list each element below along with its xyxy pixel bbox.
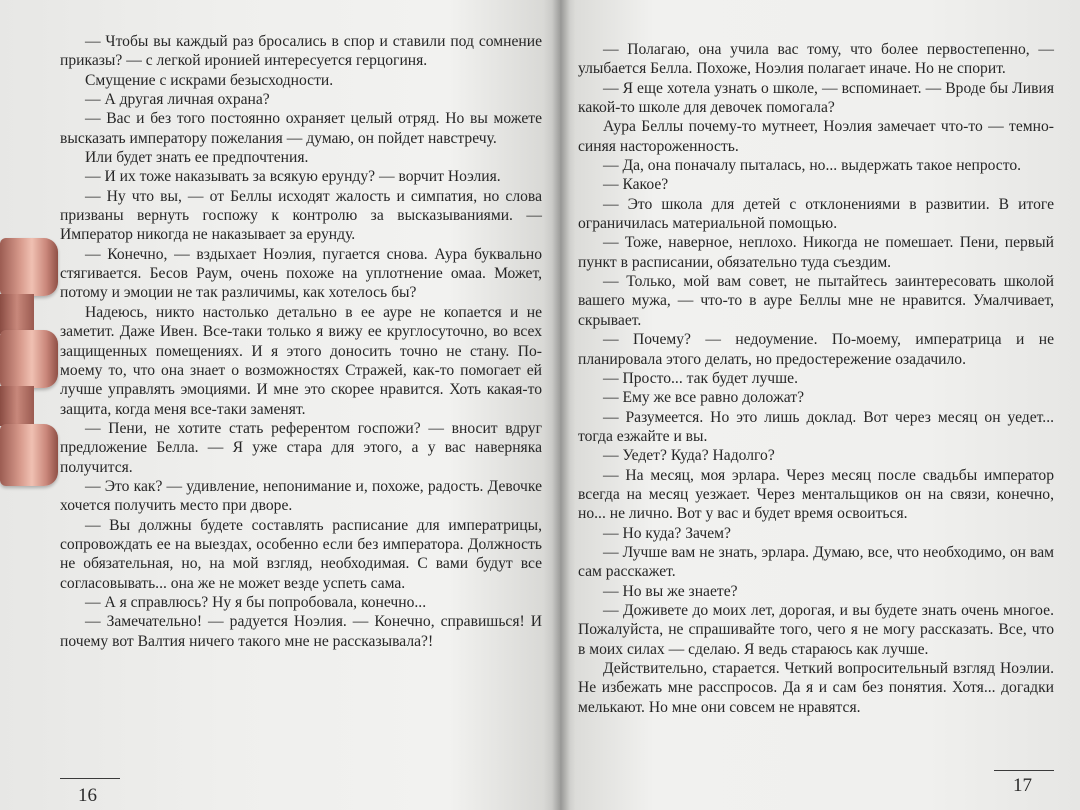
paragraph: — Почему? — недоумение. По-моему, императрица и не планировала этого делать, но предостережение озадачило.	[578, 331, 1054, 368]
paragraph: Или будет знать ее предпочтения.	[84, 149, 309, 167]
bookmark-clip	[0, 238, 60, 508]
right-page-number: 17	[1013, 775, 1032, 796]
paragraph: — Вы должны будете составлять расписание для императрицы, сопровождать ее на выездах, особенно если без императора. Должность не обязательная, но, на мой взгляд, необходимая. С вами будут все согласовывать... она же не может везде успеть сама.	[60, 516, 542, 592]
paragraph: — Замечательно! — радуется Ноэлия. — Конечно, справишься! И почему вот Валтия ничего такого мне не рассказывала?!	[60, 613, 542, 650]
right-page-text	[578, 40, 1054, 717]
paragraph: — Тоже, наверное, неплохо. Никогда не помешает. Пени, первый пункт в расписании, обязательно туда съездим.	[578, 234, 1054, 271]
paragraph: — И их тоже наказывать за всякую ерунду? — ворчит Ноэлия.	[84, 168, 501, 186]
paragraph: — Просто... так будет лучше.	[602, 369, 798, 387]
right-footer-rule	[994, 770, 1054, 771]
book-gutter	[552, 0, 570, 810]
paragraph: — Ему же все равно доложат?	[602, 389, 804, 407]
paragraph: — Пени, не хотите стать референтом госпожи? — вносит вдруг предложение Белла. — Я уже стара для этого, а у вас наверняка получится.	[60, 419, 542, 476]
right-page	[560, 0, 1080, 810]
paragraph: — Только, мой вам совет, не пытайтесь заинтересовать школой вашего мужа, — что-то в ауре Беллы мне не нравится. Умалчивает, скрывает.	[578, 273, 1054, 329]
paragraph: — Разумеется. Но это лишь доклад. Вот через месяц он уедет... тогда езжайте и вы.	[578, 408, 1054, 445]
paragraph: Аура Беллы почему-то мутнеет, Ноэлия замечает что-то — темно-синяя настороженность.	[578, 118, 1054, 155]
paragraph: — Но вы же знаете?	[602, 582, 738, 600]
paragraph: — А я справлюсь? Ну я бы попробовала, конечно...	[84, 593, 427, 611]
paragraph: — Полагаю, она учила вас тому, что более первостепенно, — улыбается Белла. Похоже, Ноэлия полагает иначе. Но не спорит.	[578, 41, 1054, 78]
paragraph: Действительно, старается. Четкий вопросительный взгляд Ноэлии. Не избежать мне расспросов. Да я и сам без понятия. Хотя... догадки мелькают. Но мне они совсем не нравятся.	[578, 660, 1054, 716]
paragraph: — Это школа для детей с отклонениями в развитии. В итоге ограничилась материальной помощью.	[578, 195, 1054, 233]
paragraph: — Я еще хотела узнать о школе, — вспоминает. — Вроде бы Ливия какой-то школе для девочек помогала?	[578, 79, 1054, 117]
paragraph: — Конечно, — вздыхает Ноэлия, пугается снова. Аура буквально стягивается. Бесов Раум, очень похоже на уплотнение омаа. Может, потому и эмоции не так различимы, как хотелось бы?	[60, 245, 542, 302]
paragraph: — Да, она поначалу пыталась, но... выдержать такое непросто.	[602, 157, 1022, 175]
paragraph: — Но куда? Зачем?	[602, 524, 731, 542]
paragraph: — На месяц, моя эрлара. Через месяц после свадьбы император всегда на месяц уезжает. Через ментальщиков он на связи, конечно, но... не лично. Вот у вас и будет время освоиться.	[578, 466, 1054, 523]
paragraph: — А другая личная охрана?	[84, 91, 270, 109]
paragraph: — Ну что вы, — от Беллы исходят жалость и симпатия, но слова призваны вернуть госпожу к контролю за высказываниями. — Император никогда не наказывает за ерунду.	[60, 187, 542, 244]
paragraph: — Чтобы вы каждый раз бросались в спор и ставили под сомнение приказы? — с легкой иронией интересуется герцогиня.	[60, 33, 542, 70]
paragraph: — Это как? — удивление, непонимание и, похоже, радость. Девочке хочется получить место при дворе.	[60, 477, 542, 515]
paragraph: — Уедет? Куда? Надолго?	[602, 447, 775, 465]
left-footer-rule	[60, 778, 120, 779]
paragraph: Смущение с искрами безысходности.	[84, 71, 334, 89]
paragraph: — Лучше вам не знать, эрлара. Думаю, все, что необходимо, он вам сам расскажет.	[578, 543, 1054, 581]
paragraph: — Вас и без того постоянно охраняет целый отряд. Но вы можете высказать императору пожелания — думаю, он пойдет навстречу.	[60, 110, 542, 147]
left-page-number: 16	[78, 785, 97, 806]
paragraph: — Какое?	[602, 176, 669, 194]
paragraph: — Доживете до моих лет, дорогая, и вы будете знать очень многое. Пожалуйста, не спрашивайте того, чего я не могу рассказать. Все, что в моих силах — сделаю. Я ведь стараюсь как лучше.	[578, 601, 1054, 658]
paragraph: Надеюсь, никто настолько детально в ее ауре не копается и не заметит. Даже Ивен. Все-таки только я вижу ее круглосуточно, во всех защищенных помещениях. И я этого доносить точно не стану. По-моему то, что она знает о возможностях Стражей, как-то помогает ей лучше управлять эмоциями. И мне это скорее нравится. Хоть какая-то защита, когда меня все-таки заменят.	[60, 303, 542, 418]
left-page-text	[60, 32, 542, 651]
